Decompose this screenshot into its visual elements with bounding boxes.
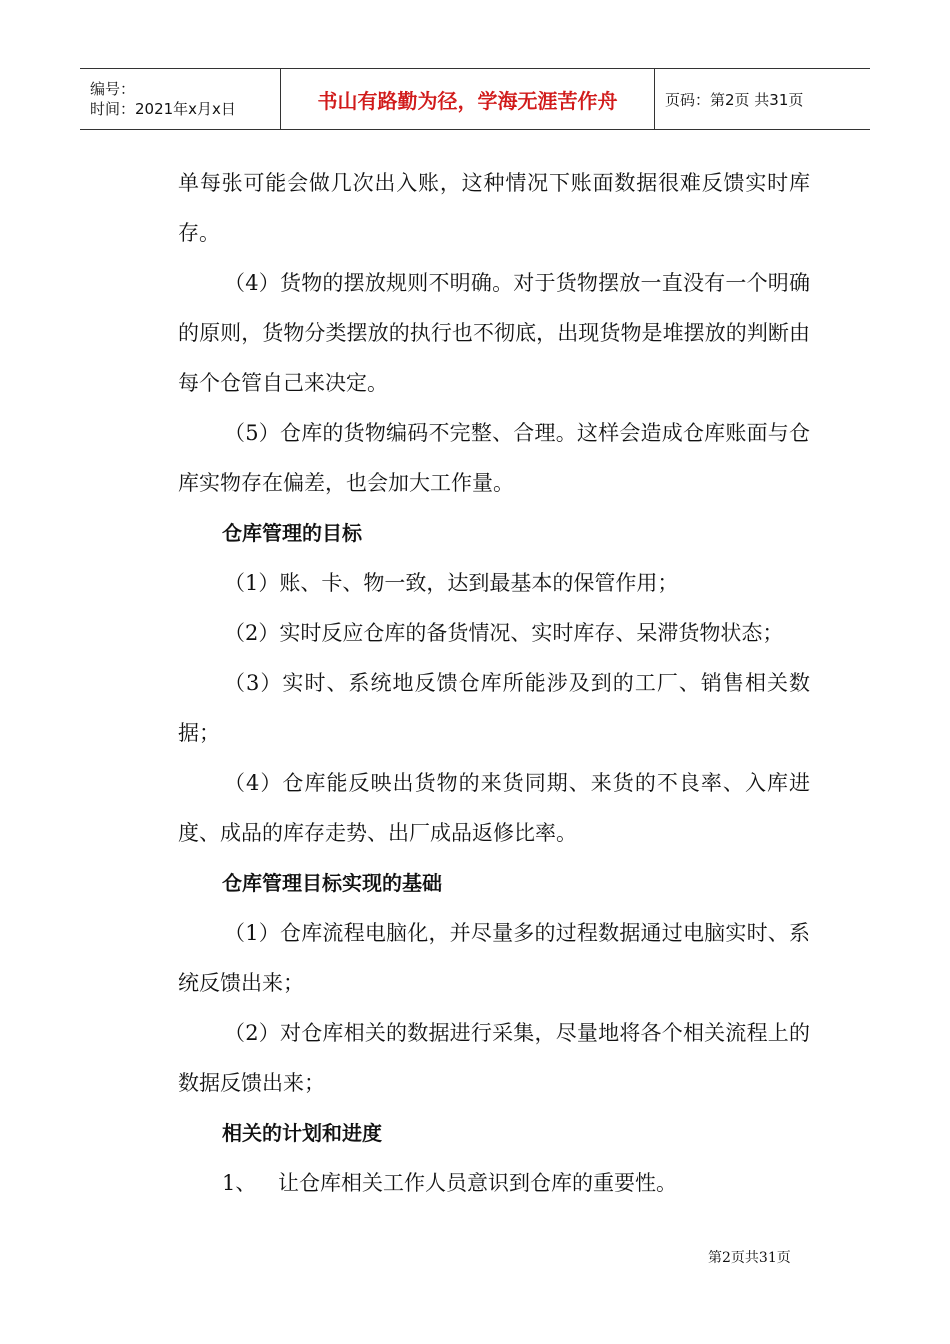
header-motto [281, 69, 655, 129]
paragraph: （5）仓库的货物编码不完整、合理。这样会造成仓库账面与仓库实物存在偏差，也会加大工作量。 [178, 421, 810, 495]
document-body [178, 158, 810, 1208]
number-label: 编号： [90, 80, 136, 98]
paragraph: （2）实时反应仓库的备货情况、实时库存、呆滞货物状态； [224, 621, 784, 645]
paragraph: （4）货物的摆放规则不明确。对于货物摆放一直没有一个明确的原则，货物分类摆放的执行也不彻底，出现货物是堆摆放的判断由每个仓管自己来决定。 [178, 271, 810, 395]
header-meta [80, 69, 281, 129]
date-label: 时间：2021年x月x日 [90, 100, 236, 118]
paragraph: （1）仓库流程电脑化，并尽量多的过程数据通过电脑实时、系统反馈出来； [178, 921, 810, 995]
paragraph: （3）实时、系统地反馈仓库所能涉及到的工厂、销售相关数据； [178, 671, 810, 745]
page-info-text: 页码：第2页 共31页 [665, 90, 804, 109]
paragraph: （1）账、卡、物一致，达到最基本的保管作用； [224, 571, 679, 595]
section-heading: 仓库管理目标实现的基础 [222, 871, 442, 895]
section-heading: 相关的计划和进度 [222, 1121, 382, 1145]
paragraph: （4）仓库能反映出货物的来货同期、来货的不良率、入库进度、成品的库存走势、出厂成品返修比率。 [178, 771, 810, 845]
page-footer: 第2页共31页 [708, 1250, 791, 1266]
list-item-text: 让仓库相关工作人员意识到仓库的重要性。 [278, 1171, 677, 1195]
section-heading: 仓库管理的目标 [222, 521, 362, 545]
motto-text: 书山有路勤为径，学海无涯苦作舟 [317, 88, 618, 113]
page-header [80, 68, 870, 130]
list-item [178, 1158, 810, 1208]
header-page-info [655, 69, 870, 129]
paragraph: （2）对仓库相关的数据进行采集，尽量地将各个相关流程上的数据反馈出来； [178, 1021, 810, 1095]
list-item-number: 1、 [222, 1171, 257, 1195]
paragraph: 单每张可能会做几次出入账，这种情况下账面数据很难反馈实时库存。 [178, 171, 810, 245]
